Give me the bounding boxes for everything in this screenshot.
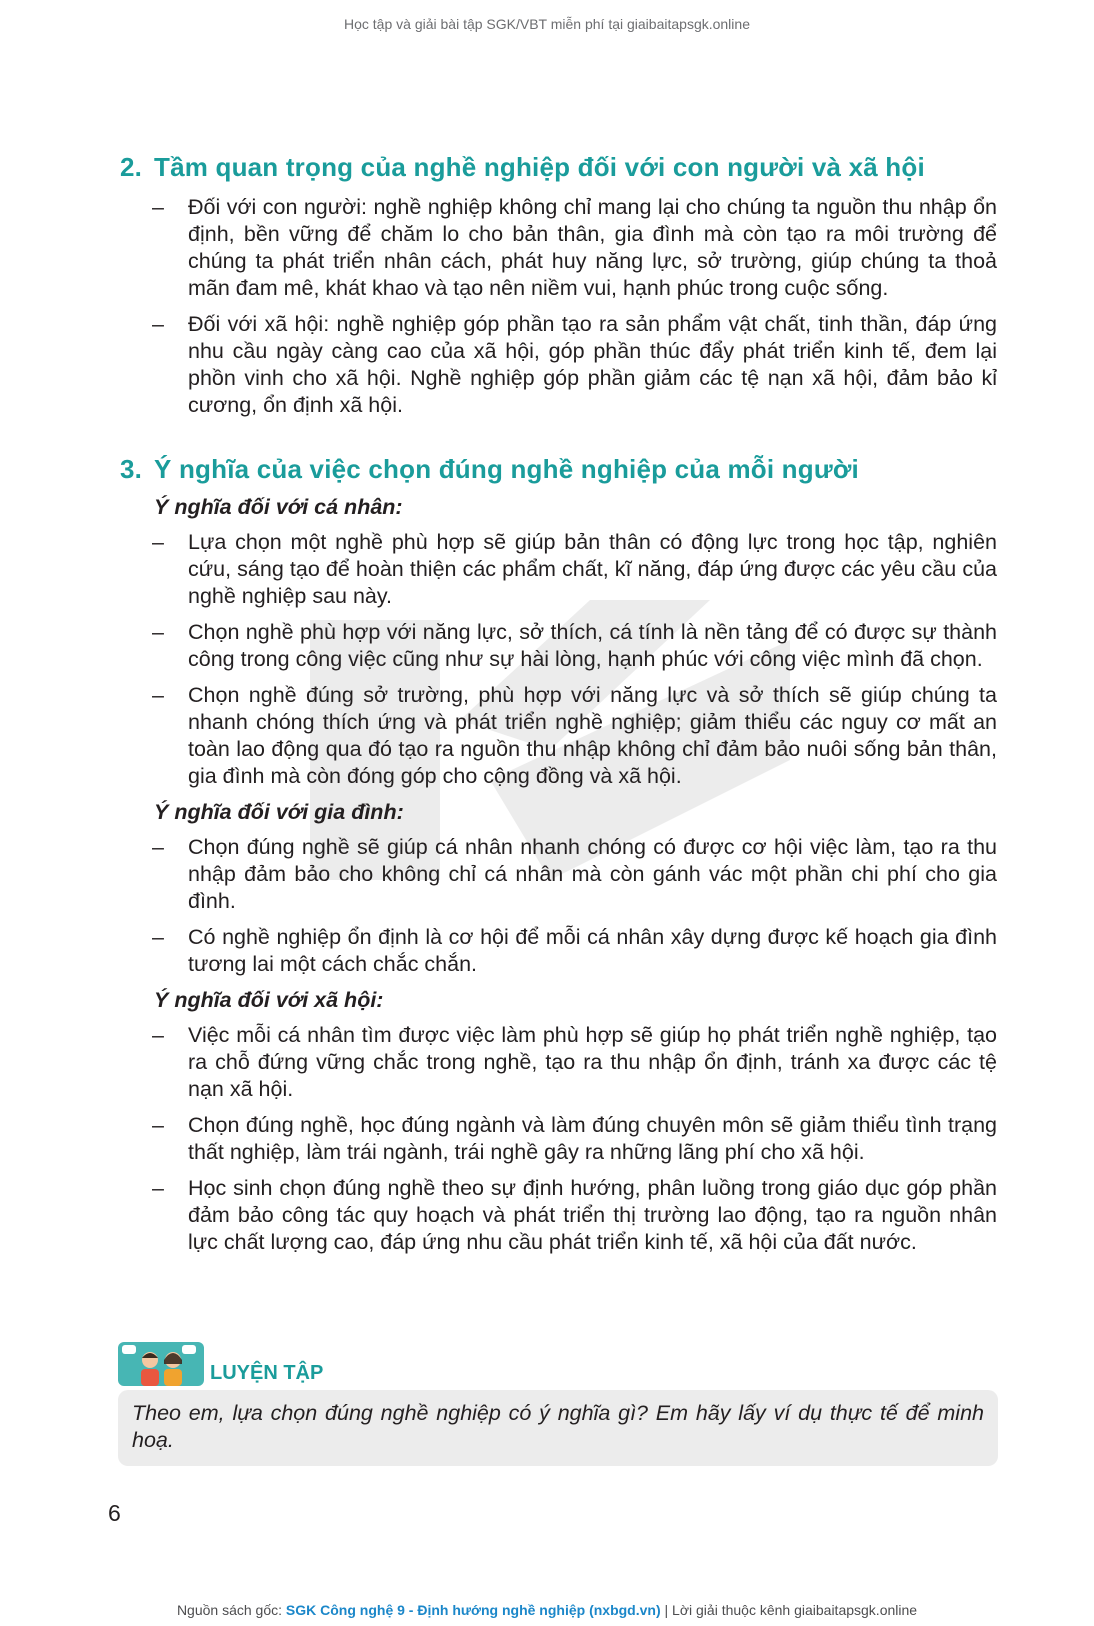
section-3-title-text: Ý nghĩa của việc chọn đúng nghề nghiệp của mỗi người <box>154 454 859 484</box>
list-item <box>152 924 997 978</box>
list-item-text: Việc mỗi cá nhân tìm được việc làm phù hợp sẽ giúp họ phát triển nghề nghiệp, tạo ra chỗ đứng vững chắc trong nghề, tạo ra thu nhập ổn định, tránh xa được các tệ nạn xã hội. <box>188 1023 997 1101</box>
list-item <box>152 529 997 610</box>
footer-prefix: Nguồn sách gốc: <box>176 1602 286 1618</box>
footer <box>0 1602 1094 1618</box>
section-3-number: 3. <box>120 454 143 484</box>
list-item-text: Chọn nghề phù hợp với năng lực, sở thích, cá tính là nền tảng để có được sự thành công trong công việc cũng như sự hài lòng, hạnh phúc với công việc mình đã chọn. <box>188 620 997 671</box>
dash-bullet: – <box>152 1023 164 1047</box>
list-item <box>152 834 997 915</box>
list-item-text: Chọn đúng nghề sẽ giúp cá nhân nhanh chóng có được cơ hội việc làm, tạo ra thu nhập đảm bảo cho không chỉ cá nhân mà còn gánh vác một phần chi phí cho gia đình. <box>188 835 997 913</box>
practice-question-box <box>118 1390 998 1466</box>
list-item-text: Chọn đúng nghề, học đúng ngành và làm đúng chuyên môn sẽ giảm thiểu tình trạng thất nghiệp, làm trái ngành, trái nghề gây ra những lãng phí cho xã hội. <box>188 1113 997 1164</box>
list-item-text: Lựa chọn một nghề phù hợp sẽ giúp bản thân có động lực trong học tập, nghiên cứu, sáng tạo để hoàn thiện các phẩm chất, kĩ năng, đáp ứng được các yêu cầu của nghề nghiệp sau này. <box>188 530 997 608</box>
dash-bullet: – <box>152 1176 164 1200</box>
practice-label: LUYỆN TẬP <box>210 1362 324 1384</box>
dash-bullet: – <box>152 312 164 336</box>
section-3-title <box>120 454 859 485</box>
family-heading: Ý nghĩa đối với gia đình: <box>154 800 404 824</box>
footer-suffix: | Lời giải thuộc kênh giaibaitapsgk.online <box>660 1602 918 1618</box>
footer-source-link[interactable]: SGK Công nghệ 9 - Định hướng nghề nghiệp (nxbgd.vn) <box>285 1602 661 1618</box>
society-heading: Ý nghĩa đối với xã hội: <box>154 988 384 1012</box>
list-item <box>152 1112 997 1166</box>
dash-bullet: – <box>152 1113 164 1137</box>
page-number: 6 <box>108 1500 121 1526</box>
list-item <box>152 311 997 419</box>
dash-bullet: – <box>152 683 164 707</box>
list-item-text: Có nghề nghiệp ổn định là cơ hội để mỗi cá nhân xây dựng được kế hoạch gia đình tương lai một cách chắc chắn. <box>188 925 997 976</box>
practice-question: Theo em, lựa chọn đúng nghề nghiệp có ý nghĩa gì? Em hãy lấy ví dụ thực tế để minh hoạ. <box>132 1401 984 1452</box>
dash-bullet: – <box>152 620 164 644</box>
list-item <box>152 682 997 790</box>
personal-heading: Ý nghĩa đối với cá nhân: <box>154 495 403 519</box>
list-item-text: Đối với con người: nghề nghiệp không chỉ mang lại cho chúng ta nguồn thu nhập ổn định, bền vững để chăm lo cho bản thân, gia đình mà còn tạo ra môi trường để chúng ta phát triển nhân cách, phát huy năng lực, sở trường, giúp chúng ta thoả mãn đam mê, khát khao và tạo nên niềm vui, hạnh phúc trong cuộc sống. <box>188 195 997 300</box>
dash-bullet: – <box>152 835 164 859</box>
list-item-text: Đối với xã hội: nghề nghiệp góp phần tạo ra sản phẩm vật chất, tinh thần, đáp ứng nhu cầu ngày càng cao của xã hội, góp phần thúc đẩy phát triển kinh tế, đem lại phồn vinh cho xã hội. Nghề nghiệp góp phần giảm các tệ nạn xã hội, đảm bảo kỉ cương, ổn định xã hội. <box>188 312 997 417</box>
dash-bullet: – <box>152 925 164 949</box>
list-item-text: Chọn nghề đúng sở trường, phù hợp với năng lực và sở thích sẽ giúp chúng ta nhanh chóng thích ứng và phát triển nghề nghiệp; giảm thiểu các nguy cơ mất an toàn lao động qua đó tạo ra nguồn thu nhập không chỉ đảm bảo nuôi sống bản thân, gia đình mà còn đóng góp cho cộng đồng và xã hội. <box>188 683 997 788</box>
section-2-list <box>152 194 997 428</box>
students-icon <box>118 1342 204 1386</box>
list-item <box>152 194 997 302</box>
section-2-title <box>120 152 925 183</box>
dash-bullet: – <box>152 530 164 554</box>
list-item <box>152 619 997 673</box>
section-2-title-text: Tầm quan trọng của nghề nghiệp đối với con người và xã hội <box>154 152 925 182</box>
dash-bullet: – <box>152 195 164 219</box>
list-item <box>152 1022 997 1103</box>
header-watermark: Học tập và giải bài tập SGK/VBT miễn phí tại giaibaitapsgk.online <box>344 16 750 32</box>
list-item-text: Học sinh chọn đúng nghề theo sự định hướng, phân luồng trong giáo dục góp phần đảm bảo công tác quy hoạch và phát triển thị trường lao động, tạo ra nguồn nhân lực chất lượng cao, đáp ứng nhu cầu phát triển kinh tế, xã hội của đất nước. <box>188 1176 997 1254</box>
section-3-content <box>152 494 997 1265</box>
list-item <box>152 1175 997 1256</box>
section-2-number: 2. <box>120 152 143 182</box>
